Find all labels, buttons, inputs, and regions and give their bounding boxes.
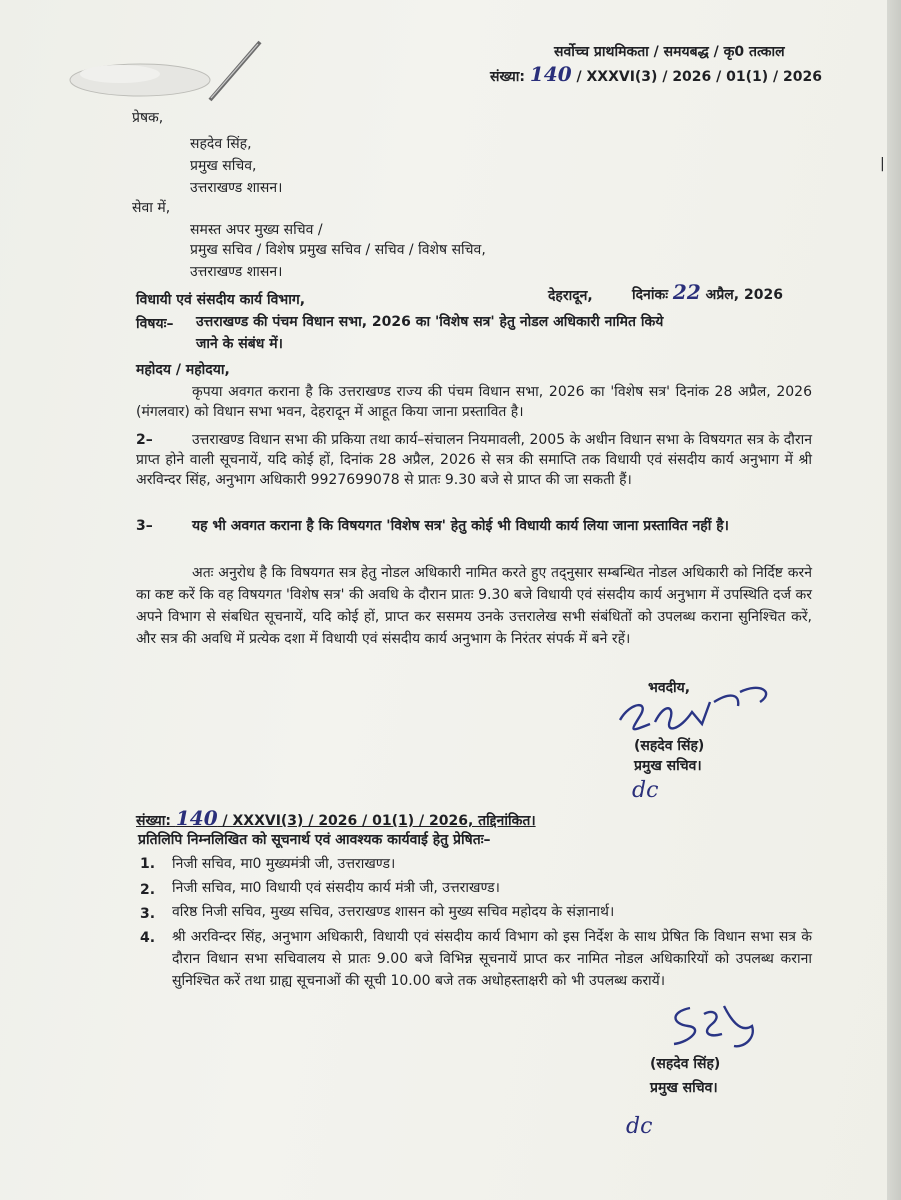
endorsement-number-handwritten: 140 bbox=[175, 806, 218, 830]
paragraph-4: अतः अनुरोध है कि विषयगत सत्र हेतु नोडल अधिकारी नामित करते हुए तद्नुसार सम्बन्धित नोडल अधिकारी को निर्दिष्ट करने का कष्ट करें कि वह विषयगत 'विशेष सत्र' की अवधि के दौरान प्रातः 9.30 बजे विधायी एवं संसदीय कार्य अनुभाग में उपस्थिति दर्ज कर अपने विभाग से संबधित सूचनायें, यदि कोई हों, प्राप्त कर ससमय उनके उत्तरालेख सभी संबंधितों को उपलब्ध कराना सुनिश्चित करें, और सत्र की अवधि में प्रत्येक दशा में विधायी एवं संसदीय कार्य अनुभाग के निरंतर संपर्क में बने रहें। bbox=[136, 565, 812, 647]
salutation: महोदय / महोदया, bbox=[136, 362, 230, 378]
paragraph-2: उत्तराखण्ड विधान सभा की प्रकिया तथा कार्य–संचालन नियमावली, 2005 के अधीन विधान सभा के विषयगत सत्र के दौरान प्राप्त होने वाली सूचनायें, यदि कोई हों, दिनांक 28 अप्रैल, 2026 से सत्र की समाप्ति तक विधायी एवं संसदीय कार्य अनुभाग में श्री अरविन्दर सिंह, अनुभाग अधिकारी 9927699078 से प्रातः 9.30 बजे से प्राप्त की जा सकती हैं। bbox=[136, 432, 812, 488]
subject-line-2: जाने के संबंध में। bbox=[196, 336, 283, 352]
side-mark: | bbox=[880, 156, 885, 172]
paper-edge bbox=[887, 0, 901, 1200]
recipient-label: सेवा में, bbox=[132, 200, 171, 216]
priority-line: सर्वोच्च प्राथमिकता / समयबद्ध / कृ0 तत्काल bbox=[554, 44, 785, 60]
copy-item-2-number: 2. bbox=[140, 882, 156, 898]
endorsement-number-prefix: संख्या: bbox=[136, 813, 171, 829]
recipient-line-2: प्रमुख सचिव / विशेष प्रमुख सचिव / सचिव / विशेष सचिव, bbox=[190, 242, 486, 258]
initials-handwritten-1: dc bbox=[632, 778, 659, 803]
letter-number-prefix: संख्या: bbox=[490, 69, 525, 85]
endorsement-signatory-designation: प्रमुख सचिव। bbox=[650, 1080, 718, 1096]
signature-1 bbox=[610, 672, 790, 742]
paragraph-2-number: 2– bbox=[136, 432, 153, 448]
copy-item-3-number: 3. bbox=[140, 906, 156, 922]
sender-office: उत्तराखण्ड शासन। bbox=[190, 180, 283, 196]
letter-number-suffix: / XXXVI(3) / 2026 / 01(1) / 2026 bbox=[576, 69, 822, 85]
endorsement-number bbox=[136, 808, 536, 831]
endorsement-number-suffix: / XXXVI(3) / 2026 / 01(1) / 2026, तद्दिनांकित। bbox=[222, 813, 536, 829]
paragraph-3: यह भी अवगत कराना है कि विषयगत 'विशेष सत्र' हेतु कोई भी विधायी कार्य लिया जाना प्रस्तावित नहीं है। bbox=[192, 518, 729, 534]
copy-item-2: निजी सचिव, मा0 विधायी एवं संसदीय कार्य मंत्री जी, उत्तराखण्ड। bbox=[172, 880, 500, 896]
letter-date bbox=[632, 282, 783, 305]
sender-name: सहदेव सिंह, bbox=[190, 136, 252, 152]
sender-designation: प्रमुख सचिव, bbox=[190, 158, 257, 174]
endorsement-signatory-name: (सहदेव सिंह) bbox=[650, 1056, 721, 1072]
date-label: दिनांकः bbox=[632, 287, 669, 303]
date-rest: अप्रैल, 2026 bbox=[705, 287, 783, 303]
closing-name: (सहदेव सिंह) bbox=[634, 738, 705, 754]
recipient-line-1: समस्त अपर मुख्य सचिव / bbox=[190, 222, 323, 238]
department-name: विधायी एवं संसदीय कार्य विभाग, bbox=[136, 292, 306, 308]
paragraph-3-number: 3– bbox=[136, 518, 153, 534]
initials-handwritten-2: dc bbox=[626, 1114, 653, 1139]
sender-label: प्रेषक, bbox=[132, 110, 164, 126]
date-handwritten: 22 bbox=[672, 280, 701, 304]
subject-line-1: उत्तराखण्ड की पंचम विधान सभा, 2026 का 'विशेष सत्र' हेतु नोडल अधिकारी नामित किये bbox=[196, 314, 664, 330]
paragraph-1: कृपया अवगत कराना है कि उत्तराखण्ड राज्य की पंचम विधान सभा, 2026 का 'विशेष सत्र' दिनांक 28 अप्रैल, 2026 (मंगलवार) को विधान सभा भवन, देहरादून में आहूत किया जाना प्रस्तावित है। bbox=[136, 384, 812, 420]
subject-label: विषयः– bbox=[136, 316, 174, 332]
copy-item-1-number: 1. bbox=[140, 856, 156, 872]
valediction: भवदीय, bbox=[648, 680, 691, 696]
letter-number bbox=[490, 64, 822, 87]
signature-2 bbox=[660, 998, 770, 1054]
recipient-line-3: उत्तराखण्ड शासन। bbox=[190, 264, 283, 280]
letter-number-handwritten: 140 bbox=[529, 62, 572, 86]
copy-item-4-number: 4. bbox=[140, 930, 156, 946]
copy-item-4: श्री अरविन्दर सिंह, अनुभाग अधिकारी, विधायी एवं संसदीय कार्य विभाग को इस निर्देश के साथ प्रेषित कि विधान सभा सत्र के दौरान विधान सभा सचिवालय से प्रातः 9.00 बजे विभिन्न सूचनायें प्राप्त कर नामित नोडल अधिकारियों को उपलब्ध कराना सुनिश्चित करें तथा ग्राह्य सूचनाओं की सूची 10.00 बजे तक अधोहस्ताक्षरी को भी उपलब्ध करायें। bbox=[172, 929, 812, 989]
place: देहरादून, bbox=[548, 288, 593, 304]
pin-icon bbox=[60, 30, 270, 120]
endorsement-heading: प्रतिलिपि निम्नलिखित को सूचनार्थ एवं आवश्यक कार्यवाई हेतु प्रेषितः– bbox=[138, 832, 491, 848]
copy-item-1: निजी सचिव, मा0 मुख्यमंत्री जी, उत्तराखण्ड। bbox=[172, 856, 396, 872]
closing-designation: प्रमुख सचिव। bbox=[634, 758, 702, 774]
copy-item-3: वरिष्ठ निजी सचिव, मुख्य सचिव, उत्तराखण्ड शासन को मुख्य सचिव महोदय के संज्ञानार्थ। bbox=[172, 904, 615, 920]
